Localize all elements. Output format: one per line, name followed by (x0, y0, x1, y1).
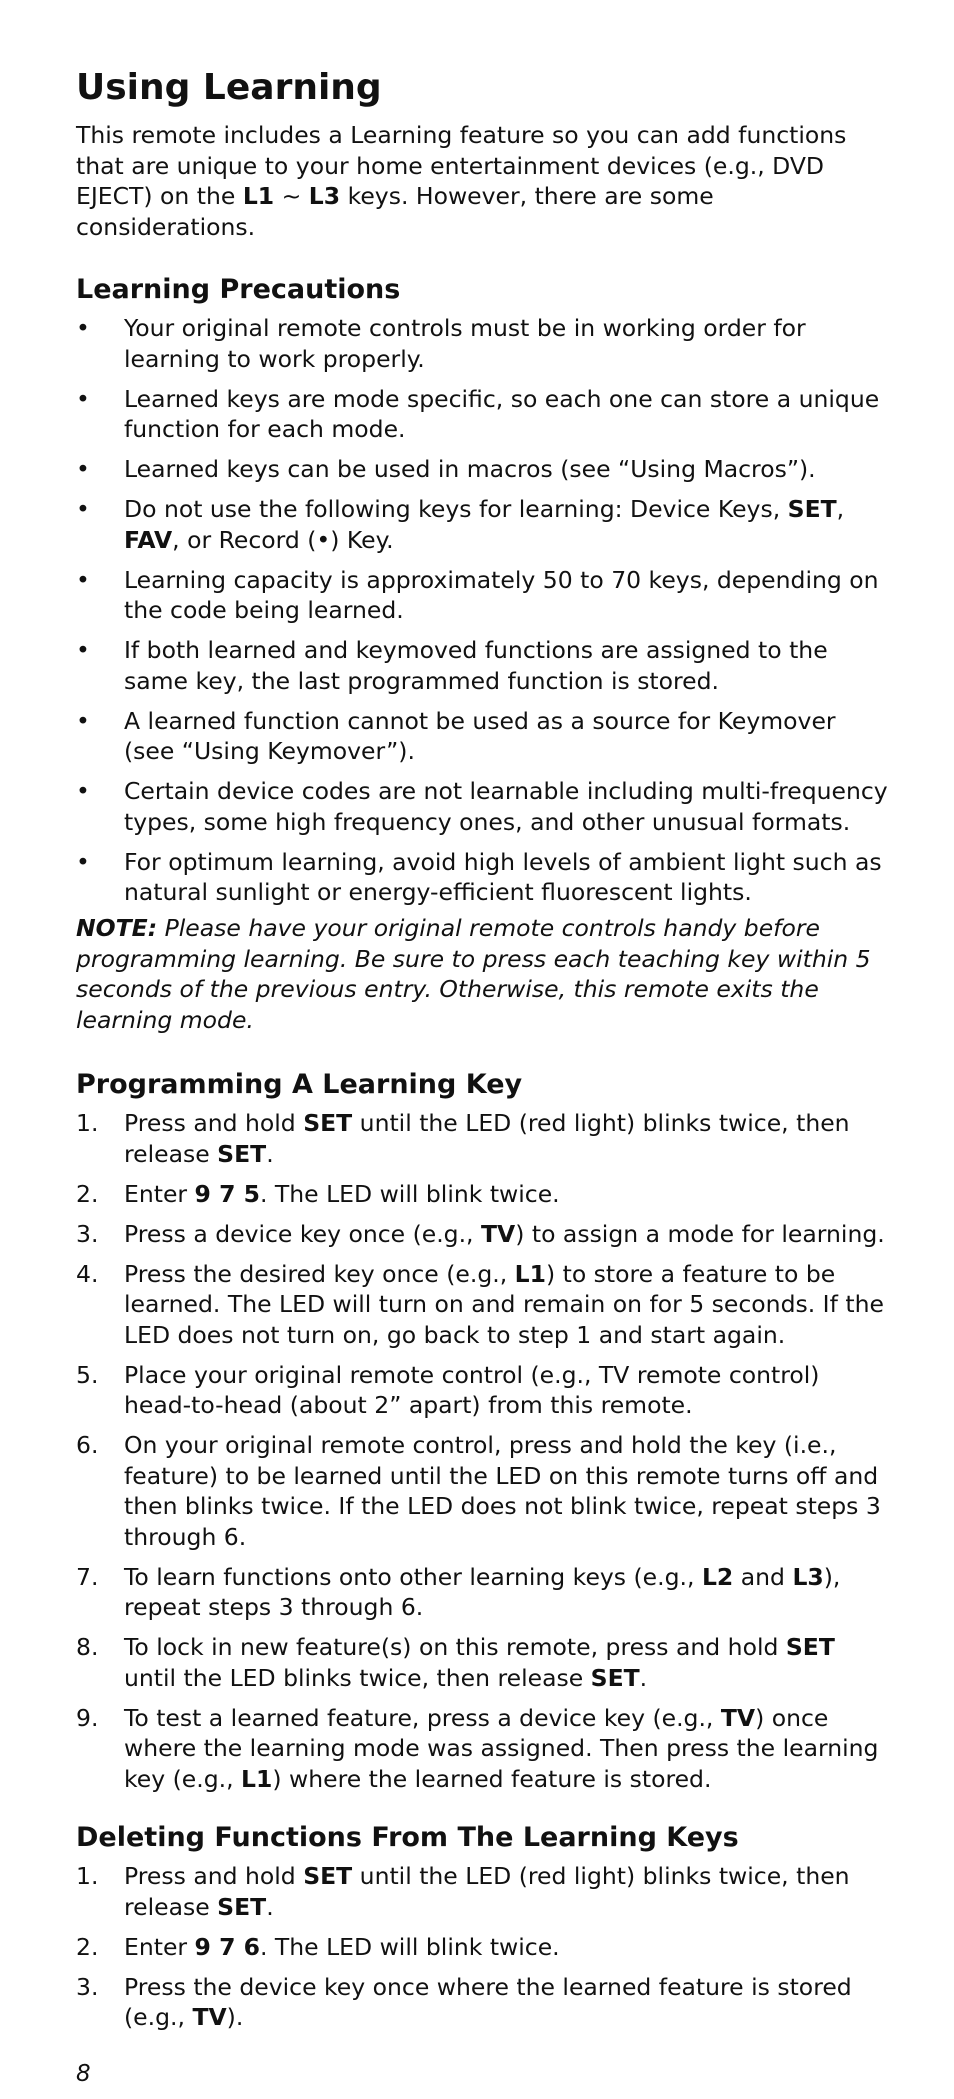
bullet: • (76, 706, 90, 735)
key-name: 9 7 6 (194, 1932, 260, 1961)
step-item: 3. Press the device key once where the learned feature is stored (e.g., TV). (76, 1972, 852, 2031)
step-item: 1. Press and hold SET until the LED (red light) blinks twice, then release SET. (76, 1862, 850, 1921)
step-number: 4. (76, 1259, 99, 1288)
step-number: 8. (76, 1633, 99, 1661)
list-item: • Do not use the following keys for learning: Device Keys, SET, FAV, or Record (•) Key. (76, 495, 845, 554)
precautions-list (76, 313, 888, 908)
step-item: 5. Place your original remote control (e.g., TV remote control) head-to-head (about 2” apart) from this remote. (76, 1360, 820, 1419)
manual-page (76, 66, 888, 2042)
step-number: 3. (76, 1972, 99, 2001)
list-item: • Your original remote controls must be in working order for learning to work properly. (76, 314, 806, 373)
step-item: 7. To learn functions onto other learning keys (e.g., L2 and L3), repeat steps 3 through 6. (76, 1562, 841, 1621)
list-item: • Learned keys can be used in macros (see “Using Macros”). (76, 455, 816, 483)
key-name: SET (217, 1892, 267, 1921)
key-name: L3 (308, 182, 341, 210)
bullet: • (76, 384, 90, 413)
page-number: 8 (76, 2061, 91, 2087)
bullet: • (76, 455, 90, 483)
key-name: TV (720, 1703, 756, 1732)
bullet: • (76, 565, 90, 594)
bullet: • (76, 847, 90, 876)
key-name: 9 7 5 (194, 1179, 260, 1208)
step-item: 8. To lock in new feature(s) on this remote, press and hold SET until the LED blinks twice, then release SET. (76, 1633, 835, 1692)
section-heading-deleting: Deleting Functions From The Learning Keys (76, 1822, 739, 1853)
key-name: L2 (701, 1562, 734, 1591)
key-name: SET (303, 1862, 353, 1890)
step-item: 1. Press and hold SET until the LED (red light) blinks twice, then release SET. (76, 1109, 850, 1168)
list-item: • For optimum learning, avoid high levels of ambient light such as natural sunlight or energy-efficient fluorescent lights. (76, 847, 882, 906)
programming-steps (76, 1108, 888, 1794)
key-name: SET (217, 1139, 267, 1168)
step-item: 6. On your original remote control, press and hold the key (i.e., feature) to be learned until the LED on this remote turns off and then blinks twice. If the LED does not blink twice, repeat steps 3 through 6. (76, 1431, 881, 1551)
key-name: FAV (124, 525, 173, 554)
page-title: Using Learning (76, 67, 382, 108)
list-item: • A learned function cannot be used as a source for Keymover (see “Using Keymover”). (76, 706, 836, 765)
list-item: • If both learned and keymoved functions are assigned to the same key, the last programmed function is stored. (76, 636, 828, 695)
bullet: • (76, 495, 90, 523)
bullet: • (76, 636, 90, 664)
list-item: • Certain device codes are not learnable including multi-frequency types, some high frequency ones, and other unusual formats. (76, 777, 888, 836)
key-name: SET (303, 1109, 353, 1137)
step-item: 2. Enter 9 7 6. The LED will blink twice. (76, 1932, 560, 1961)
step-item: 9. To test a learned feature, press a device key (e.g., TV) once where the learning mode was assigned. Then press the learning key (e.g., L1) where the learned feature is stored. (76, 1703, 879, 1793)
step-number: 1. (76, 1109, 99, 1137)
note-label: NOTE: (76, 914, 158, 942)
intro-paragraph: This remote includes a Learning feature so you can add functions that are unique to your home entertainment devices (e.g., DVD EJECT) on the L1 ~ L3 keys. However, there are some considerations. (76, 121, 847, 241)
note-paragraph: NOTE: Please have your original remote controls handy before programming learning. Be sure to press each teaching key within 5 seconds of the previous entry. Otherwise, this remote exits the learning mode. (76, 914, 871, 1034)
key-name: L1 (242, 182, 275, 210)
key-name: L1 (241, 1764, 273, 1793)
key-name: TV (192, 2003, 227, 2031)
step-number: 6. (76, 1431, 99, 1459)
key-name: L3 (792, 1562, 824, 1591)
bullet: • (76, 314, 90, 342)
step-number: 9. (76, 1703, 99, 1732)
key-name: L1 (514, 1259, 546, 1288)
key-name: SET (785, 1633, 835, 1661)
step-number: 2. (76, 1179, 99, 1208)
key-name: SET (787, 495, 837, 523)
list-item: • Learning capacity is approximately 50 to 70 keys, depending on the code being learned. (76, 565, 879, 624)
step-number: 3. (76, 1219, 99, 1248)
section-heading-precautions: Learning Precautions (76, 274, 401, 305)
step-item: 4. Press the desired key once (e.g., L1) to store a feature to be learned. The LED will turn on and remain on for 5 seconds. If the LED does not turn on, go back to step 1 and start again. (76, 1259, 884, 1349)
list-item: • Learned keys are mode specific, so each one can store a unique function for each mode. (76, 384, 880, 443)
key-name: TV (481, 1219, 516, 1248)
step-item: 2. Enter 9 7 5. The LED will blink twice. (76, 1179, 560, 1208)
deleting-steps (76, 1861, 888, 2033)
key-name: SET (590, 1663, 640, 1692)
step-item: 3. Press a device key once (e.g., TV) to assign a mode for learning. (76, 1219, 885, 1248)
section-heading-programming: Programming A Learning Key (76, 1069, 523, 1100)
step-number: 7. (76, 1562, 99, 1591)
step-number: 2. (76, 1932, 99, 1961)
step-number: 1. (76, 1862, 99, 1890)
step-number: 5. (76, 1360, 99, 1389)
bullet: • (76, 777, 90, 805)
